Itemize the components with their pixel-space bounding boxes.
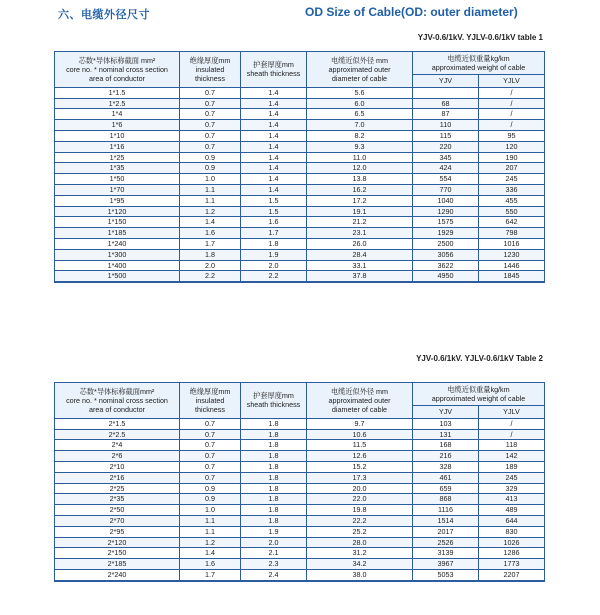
cell-outer-diameter: 26.0 — [307, 238, 413, 249]
table-row — [55, 130, 545, 141]
cell-outer-diameter: 34.2 — [307, 559, 413, 570]
cell-weight-yjv: 2526 — [413, 537, 479, 548]
cell-outer-diameter: 22.0 — [307, 494, 413, 505]
cell-outer-diameter: 11.0 — [307, 152, 413, 163]
cell-insulation: 0.7 — [180, 141, 241, 152]
cell-weight-yjv: 3139 — [413, 548, 479, 559]
cell-sheath: 1.8 — [241, 515, 307, 526]
cell-core-size: 1*2.5 — [55, 98, 180, 109]
cell-core-size: 1*120 — [55, 206, 180, 217]
cell-weight-yjlv: 550 — [479, 206, 545, 217]
cell-insulation: 0.9 — [180, 483, 241, 494]
cell-weight-yjv: 4950 — [413, 271, 479, 282]
header-weight: 电缆近似重量kg/km approximated weight of cable — [413, 52, 545, 75]
cell-weight-yjlv: 245 — [479, 174, 545, 185]
cell-weight-yjv: 424 — [413, 163, 479, 174]
cell-sheath: 1.4 — [241, 152, 307, 163]
table-row — [55, 163, 545, 174]
cell-weight-yjv: 659 — [413, 483, 479, 494]
cell-insulation: 0.7 — [180, 440, 241, 451]
header-core-size: 芯数*导体标称截面mm² core no. * nominal cross section area of conductor — [55, 383, 180, 419]
header-insulation-thickness: 绝缘厚度mm insulated thickness — [180, 52, 241, 88]
cell-weight-yjv: 5053 — [413, 569, 479, 580]
table-row — [55, 249, 545, 260]
cell-core-size: 1*6 — [55, 120, 180, 131]
cell-weight-yjlv: 95 — [479, 130, 545, 141]
cell-outer-diameter: 28.0 — [307, 537, 413, 548]
cell-core-size: 1*500 — [55, 271, 180, 282]
cell-core-size: 1*25 — [55, 152, 180, 163]
cell-weight-yjlv: 642 — [479, 217, 545, 228]
cell-weight-yjv: 1290 — [413, 206, 479, 217]
cell-weight-yjlv: 2207 — [479, 569, 545, 580]
cell-weight-yjv: 770 — [413, 184, 479, 195]
cell-insulation: 1.1 — [180, 195, 241, 206]
cell-weight-yjv: 1040 — [413, 195, 479, 206]
cell-outer-diameter: 23.1 — [307, 228, 413, 239]
cell-outer-diameter: 9.7 — [307, 418, 413, 429]
cell-core-size: 2*16 — [55, 472, 180, 483]
table-2-caption: YJV-0.6/1kV. YJLV-0.6/1kV Table 2 — [416, 354, 543, 363]
cell-outer-diameter: 21.2 — [307, 217, 413, 228]
cell-sheath: 2.0 — [241, 537, 307, 548]
cell-sheath: 1.8 — [241, 440, 307, 451]
cell-weight-yjlv: 1446 — [479, 260, 545, 271]
cell-sheath: 1.8 — [241, 418, 307, 429]
cell-weight-yjlv: 207 — [479, 163, 545, 174]
cell-insulation: 0.9 — [180, 494, 241, 505]
cell-sheath: 1.5 — [241, 206, 307, 217]
cell-insulation: 0.7 — [180, 87, 241, 98]
cell-outer-diameter: 13.8 — [307, 174, 413, 185]
cell-weight-yjlv: 329 — [479, 483, 545, 494]
cell-sheath: 1.7 — [241, 228, 307, 239]
table-row — [55, 184, 545, 195]
table-row — [55, 260, 545, 271]
cell-insulation: 1.1 — [180, 184, 241, 195]
cell-sheath: 1.4 — [241, 87, 307, 98]
header-insulation-thickness: 绝缘厚度mm insulated thickness — [180, 383, 241, 419]
cell-sheath: 1.8 — [241, 472, 307, 483]
cell-sheath: 1.4 — [241, 184, 307, 195]
cell-outer-diameter: 12.0 — [307, 163, 413, 174]
cell-outer-diameter: 37.8 — [307, 271, 413, 282]
cell-sheath: 1.4 — [241, 141, 307, 152]
table-row — [55, 559, 545, 570]
cell-outer-diameter: 22.2 — [307, 515, 413, 526]
cell-insulation: 1.6 — [180, 228, 241, 239]
cell-weight-yjlv: 142 — [479, 451, 545, 462]
cell-weight-yjlv: 1016 — [479, 238, 545, 249]
cell-weight-yjv: 103 — [413, 418, 479, 429]
cell-sheath: 1.4 — [241, 109, 307, 120]
cell-core-size: 1*150 — [55, 217, 180, 228]
cell-weight-yjv — [413, 87, 479, 98]
cell-weight-yjlv: 1026 — [479, 537, 545, 548]
cell-sheath: 1.6 — [241, 217, 307, 228]
table-row — [55, 418, 545, 429]
cell-insulation: 1.0 — [180, 174, 241, 185]
cell-sheath: 2.2 — [241, 271, 307, 282]
cell-insulation: 0.7 — [180, 98, 241, 109]
cell-outer-diameter: 7.0 — [307, 120, 413, 131]
header-sheath-thickness: 护套厚度mm sheath thickness — [241, 52, 307, 88]
table-row — [55, 120, 545, 131]
table-row — [55, 483, 545, 494]
cell-weight-yjv: 68 — [413, 98, 479, 109]
cell-insulation: 0.9 — [180, 152, 241, 163]
table-row — [55, 451, 545, 462]
table-row — [55, 87, 545, 98]
cell-insulation: 1.2 — [180, 206, 241, 217]
cell-weight-yjlv: 1845 — [479, 271, 545, 282]
cell-insulation: 2.2 — [180, 271, 241, 282]
header-yjv: YJV — [413, 406, 479, 419]
cell-outer-diameter: 31.2 — [307, 548, 413, 559]
cell-core-size: 2*4 — [55, 440, 180, 451]
cell-sheath: 1.9 — [241, 526, 307, 537]
cell-weight-yjv: 1929 — [413, 228, 479, 239]
cell-weight-yjv: 2500 — [413, 238, 479, 249]
table-row — [55, 271, 545, 282]
cell-core-size: 2*95 — [55, 526, 180, 537]
cell-outer-diameter: 20.0 — [307, 483, 413, 494]
cell-weight-yjv: 115 — [413, 130, 479, 141]
cell-weight-yjlv: / — [479, 98, 545, 109]
cell-sheath: 2.3 — [241, 559, 307, 570]
cell-outer-diameter: 6.5 — [307, 109, 413, 120]
table-row — [55, 174, 545, 185]
cell-weight-yjv: 328 — [413, 461, 479, 472]
cell-core-size: 2*35 — [55, 494, 180, 505]
cell-insulation: 1.7 — [180, 569, 241, 580]
cell-weight-yjlv: 830 — [479, 526, 545, 537]
section-title: 六、电缆外径尺寸 — [58, 9, 150, 21]
cell-core-size: 1*4 — [55, 109, 180, 120]
cell-core-size: 2*120 — [55, 537, 180, 548]
table-row — [55, 98, 545, 109]
cell-insulation: 1.4 — [180, 217, 241, 228]
table-2-body — [55, 418, 545, 580]
cell-sheath: 1.4 — [241, 98, 307, 109]
od-size-table-2 — [54, 382, 545, 582]
cell-core-size: 1*10 — [55, 130, 180, 141]
header-yjv: YJV — [413, 75, 479, 88]
cell-core-size: 2*150 — [55, 548, 180, 559]
table-row — [55, 228, 545, 239]
cell-weight-yjlv: 189 — [479, 461, 545, 472]
cell-weight-yjlv: 336 — [479, 184, 545, 195]
header-weight: 电缆近似重量kg/km approximated weight of cable — [413, 383, 545, 406]
cell-sheath: 1.9 — [241, 249, 307, 260]
header-sheath-thickness: 护套厚度mm sheath thickness — [241, 383, 307, 419]
cell-sheath: 1.8 — [241, 483, 307, 494]
cell-weight-yjv: 110 — [413, 120, 479, 131]
cell-core-size: 2*6 — [55, 451, 180, 462]
cell-insulation: 0.7 — [180, 429, 241, 440]
cell-insulation: 1.6 — [180, 559, 241, 570]
cell-core-size: 1*240 — [55, 238, 180, 249]
cell-sheath: 1.4 — [241, 130, 307, 141]
table-row — [55, 505, 545, 516]
cell-outer-diameter: 9.3 — [307, 141, 413, 152]
cell-sheath: 1.4 — [241, 174, 307, 185]
cell-weight-yjlv: / — [479, 429, 545, 440]
cell-sheath: 2.4 — [241, 569, 307, 580]
table-row — [55, 141, 545, 152]
table-1-caption: YJV-0.6/1kV. YJLV-0.6/1kV table 1 — [417, 33, 543, 42]
cell-weight-yjv: 3622 — [413, 260, 479, 271]
table-row — [55, 206, 545, 217]
cell-weight-yjv: 216 — [413, 451, 479, 462]
header-outer-diameter: 电缆近似外径 mm approximated outer diameter of cable — [307, 52, 413, 88]
cell-outer-diameter: 38.0 — [307, 569, 413, 580]
cell-core-size: 1*70 — [55, 184, 180, 195]
cell-weight-yjlv: 1230 — [479, 249, 545, 260]
cell-weight-yjlv: 120 — [479, 141, 545, 152]
cell-insulation: 0.7 — [180, 461, 241, 472]
cell-insulation: 0.7 — [180, 472, 241, 483]
cell-outer-diameter: 6.0 — [307, 98, 413, 109]
cell-weight-yjlv: 1773 — [479, 559, 545, 570]
cell-weight-yjv: 3967 — [413, 559, 479, 570]
table-row — [55, 217, 545, 228]
table-row — [55, 569, 545, 580]
page-title: OD Size of Cable(OD: outer diameter) — [305, 5, 518, 19]
table-row — [55, 494, 545, 505]
cell-outer-diameter: 28.4 — [307, 249, 413, 260]
cell-insulation: 1.0 — [180, 505, 241, 516]
table-row — [55, 472, 545, 483]
cell-weight-yjv: 2017 — [413, 526, 479, 537]
table-row — [55, 526, 545, 537]
header-outer-diameter: 电缆近似外径 mm approximated outer diameter of cable — [307, 383, 413, 419]
cell-weight-yjlv: 455 — [479, 195, 545, 206]
cell-weight-yjlv: / — [479, 120, 545, 131]
cell-weight-yjv: 168 — [413, 440, 479, 451]
cell-sheath: 1.5 — [241, 195, 307, 206]
cell-sheath: 2.0 — [241, 260, 307, 271]
header-yjlv: YJLV — [479, 406, 545, 419]
cell-weight-yjlv: 190 — [479, 152, 545, 163]
cell-insulation: 1.8 — [180, 249, 241, 260]
cell-sheath: 1.8 — [241, 429, 307, 440]
cell-core-size: 1*50 — [55, 174, 180, 185]
cell-insulation: 2.0 — [180, 260, 241, 271]
cell-insulation: 0.7 — [180, 120, 241, 131]
cell-insulation: 0.7 — [180, 451, 241, 462]
cell-sheath: 1.8 — [241, 505, 307, 516]
cell-core-size: 1*185 — [55, 228, 180, 239]
cell-core-size: 2*25 — [55, 483, 180, 494]
table-row — [55, 440, 545, 451]
cell-insulation: 0.9 — [180, 163, 241, 174]
cell-outer-diameter: 17.3 — [307, 472, 413, 483]
cell-core-size: 1*95 — [55, 195, 180, 206]
cell-core-size: 2*50 — [55, 505, 180, 516]
table-row — [55, 429, 545, 440]
cell-weight-yjlv: / — [479, 87, 545, 98]
cell-core-size: 1*35 — [55, 163, 180, 174]
cell-weight-yjlv: 245 — [479, 472, 545, 483]
cell-outer-diameter: 11.5 — [307, 440, 413, 451]
cell-sheath: 2.1 — [241, 548, 307, 559]
cell-outer-diameter: 15.2 — [307, 461, 413, 472]
cell-weight-yjv: 3056 — [413, 249, 479, 260]
od-size-table-1 — [54, 51, 545, 283]
cell-outer-diameter: 33.1 — [307, 260, 413, 271]
header-core-size: 芯数*导体标称截面 mm² core no. * nominal cross section area of conductor — [55, 52, 180, 88]
cell-insulation: 0.7 — [180, 109, 241, 120]
cell-sheath: 1.8 — [241, 451, 307, 462]
cell-weight-yjv: 1514 — [413, 515, 479, 526]
cell-outer-diameter: 10.6 — [307, 429, 413, 440]
cell-outer-diameter: 17.2 — [307, 195, 413, 206]
cell-weight-yjv: 1116 — [413, 505, 479, 516]
cell-insulation: 0.7 — [180, 130, 241, 141]
cell-sheath: 1.4 — [241, 120, 307, 131]
cell-insulation: 0.7 — [180, 418, 241, 429]
cell-core-size: 2*240 — [55, 569, 180, 580]
table-row — [55, 238, 545, 249]
cell-insulation: 1.1 — [180, 515, 241, 526]
cell-core-size: 2*1.5 — [55, 418, 180, 429]
cell-weight-yjv: 131 — [413, 429, 479, 440]
cell-outer-diameter: 8.2 — [307, 130, 413, 141]
table-row — [55, 195, 545, 206]
cell-core-size: 1*16 — [55, 141, 180, 152]
cell-weight-yjlv: 798 — [479, 228, 545, 239]
table-row — [55, 537, 545, 548]
cell-core-size: 1*300 — [55, 249, 180, 260]
cell-weight-yjlv: 489 — [479, 505, 545, 516]
table-row — [55, 152, 545, 163]
cell-weight-yjlv: / — [479, 418, 545, 429]
cell-sheath: 1.8 — [241, 238, 307, 249]
cell-weight-yjv: 220 — [413, 141, 479, 152]
cell-outer-diameter: 19.1 — [307, 206, 413, 217]
cell-weight-yjlv: 1286 — [479, 548, 545, 559]
table-row — [55, 109, 545, 120]
cell-weight-yjv: 1575 — [413, 217, 479, 228]
cell-weight-yjlv: / — [479, 109, 545, 120]
cell-core-size: 2*10 — [55, 461, 180, 472]
cell-outer-diameter: 16.2 — [307, 184, 413, 195]
cell-outer-diameter: 5.6 — [307, 87, 413, 98]
table-1-body — [55, 87, 545, 282]
cell-sheath: 1.8 — [241, 461, 307, 472]
cell-weight-yjlv: 413 — [479, 494, 545, 505]
cell-core-size: 2*185 — [55, 559, 180, 570]
cell-outer-diameter: 25.2 — [307, 526, 413, 537]
cell-insulation: 1.2 — [180, 537, 241, 548]
cell-outer-diameter: 12.6 — [307, 451, 413, 462]
cell-core-size: 1*1.5 — [55, 87, 180, 98]
cell-weight-yjv: 868 — [413, 494, 479, 505]
cell-outer-diameter: 19.8 — [307, 505, 413, 516]
cell-weight-yjv: 461 — [413, 472, 479, 483]
cell-weight-yjlv: 118 — [479, 440, 545, 451]
cell-sheath: 1.8 — [241, 494, 307, 505]
header-yjlv: YJLV — [479, 75, 545, 88]
cell-core-size: 2*2.5 — [55, 429, 180, 440]
cell-weight-yjv: 345 — [413, 152, 479, 163]
cell-core-size: 2*70 — [55, 515, 180, 526]
cell-weight-yjlv: 644 — [479, 515, 545, 526]
cell-insulation: 1.1 — [180, 526, 241, 537]
cell-weight-yjv: 87 — [413, 109, 479, 120]
table-row — [55, 548, 545, 559]
table-row — [55, 515, 545, 526]
cell-sheath: 1.4 — [241, 163, 307, 174]
cell-core-size: 1*400 — [55, 260, 180, 271]
table-row — [55, 461, 545, 472]
cell-weight-yjv: 554 — [413, 174, 479, 185]
cell-insulation: 1.7 — [180, 238, 241, 249]
cell-insulation: 1.4 — [180, 548, 241, 559]
